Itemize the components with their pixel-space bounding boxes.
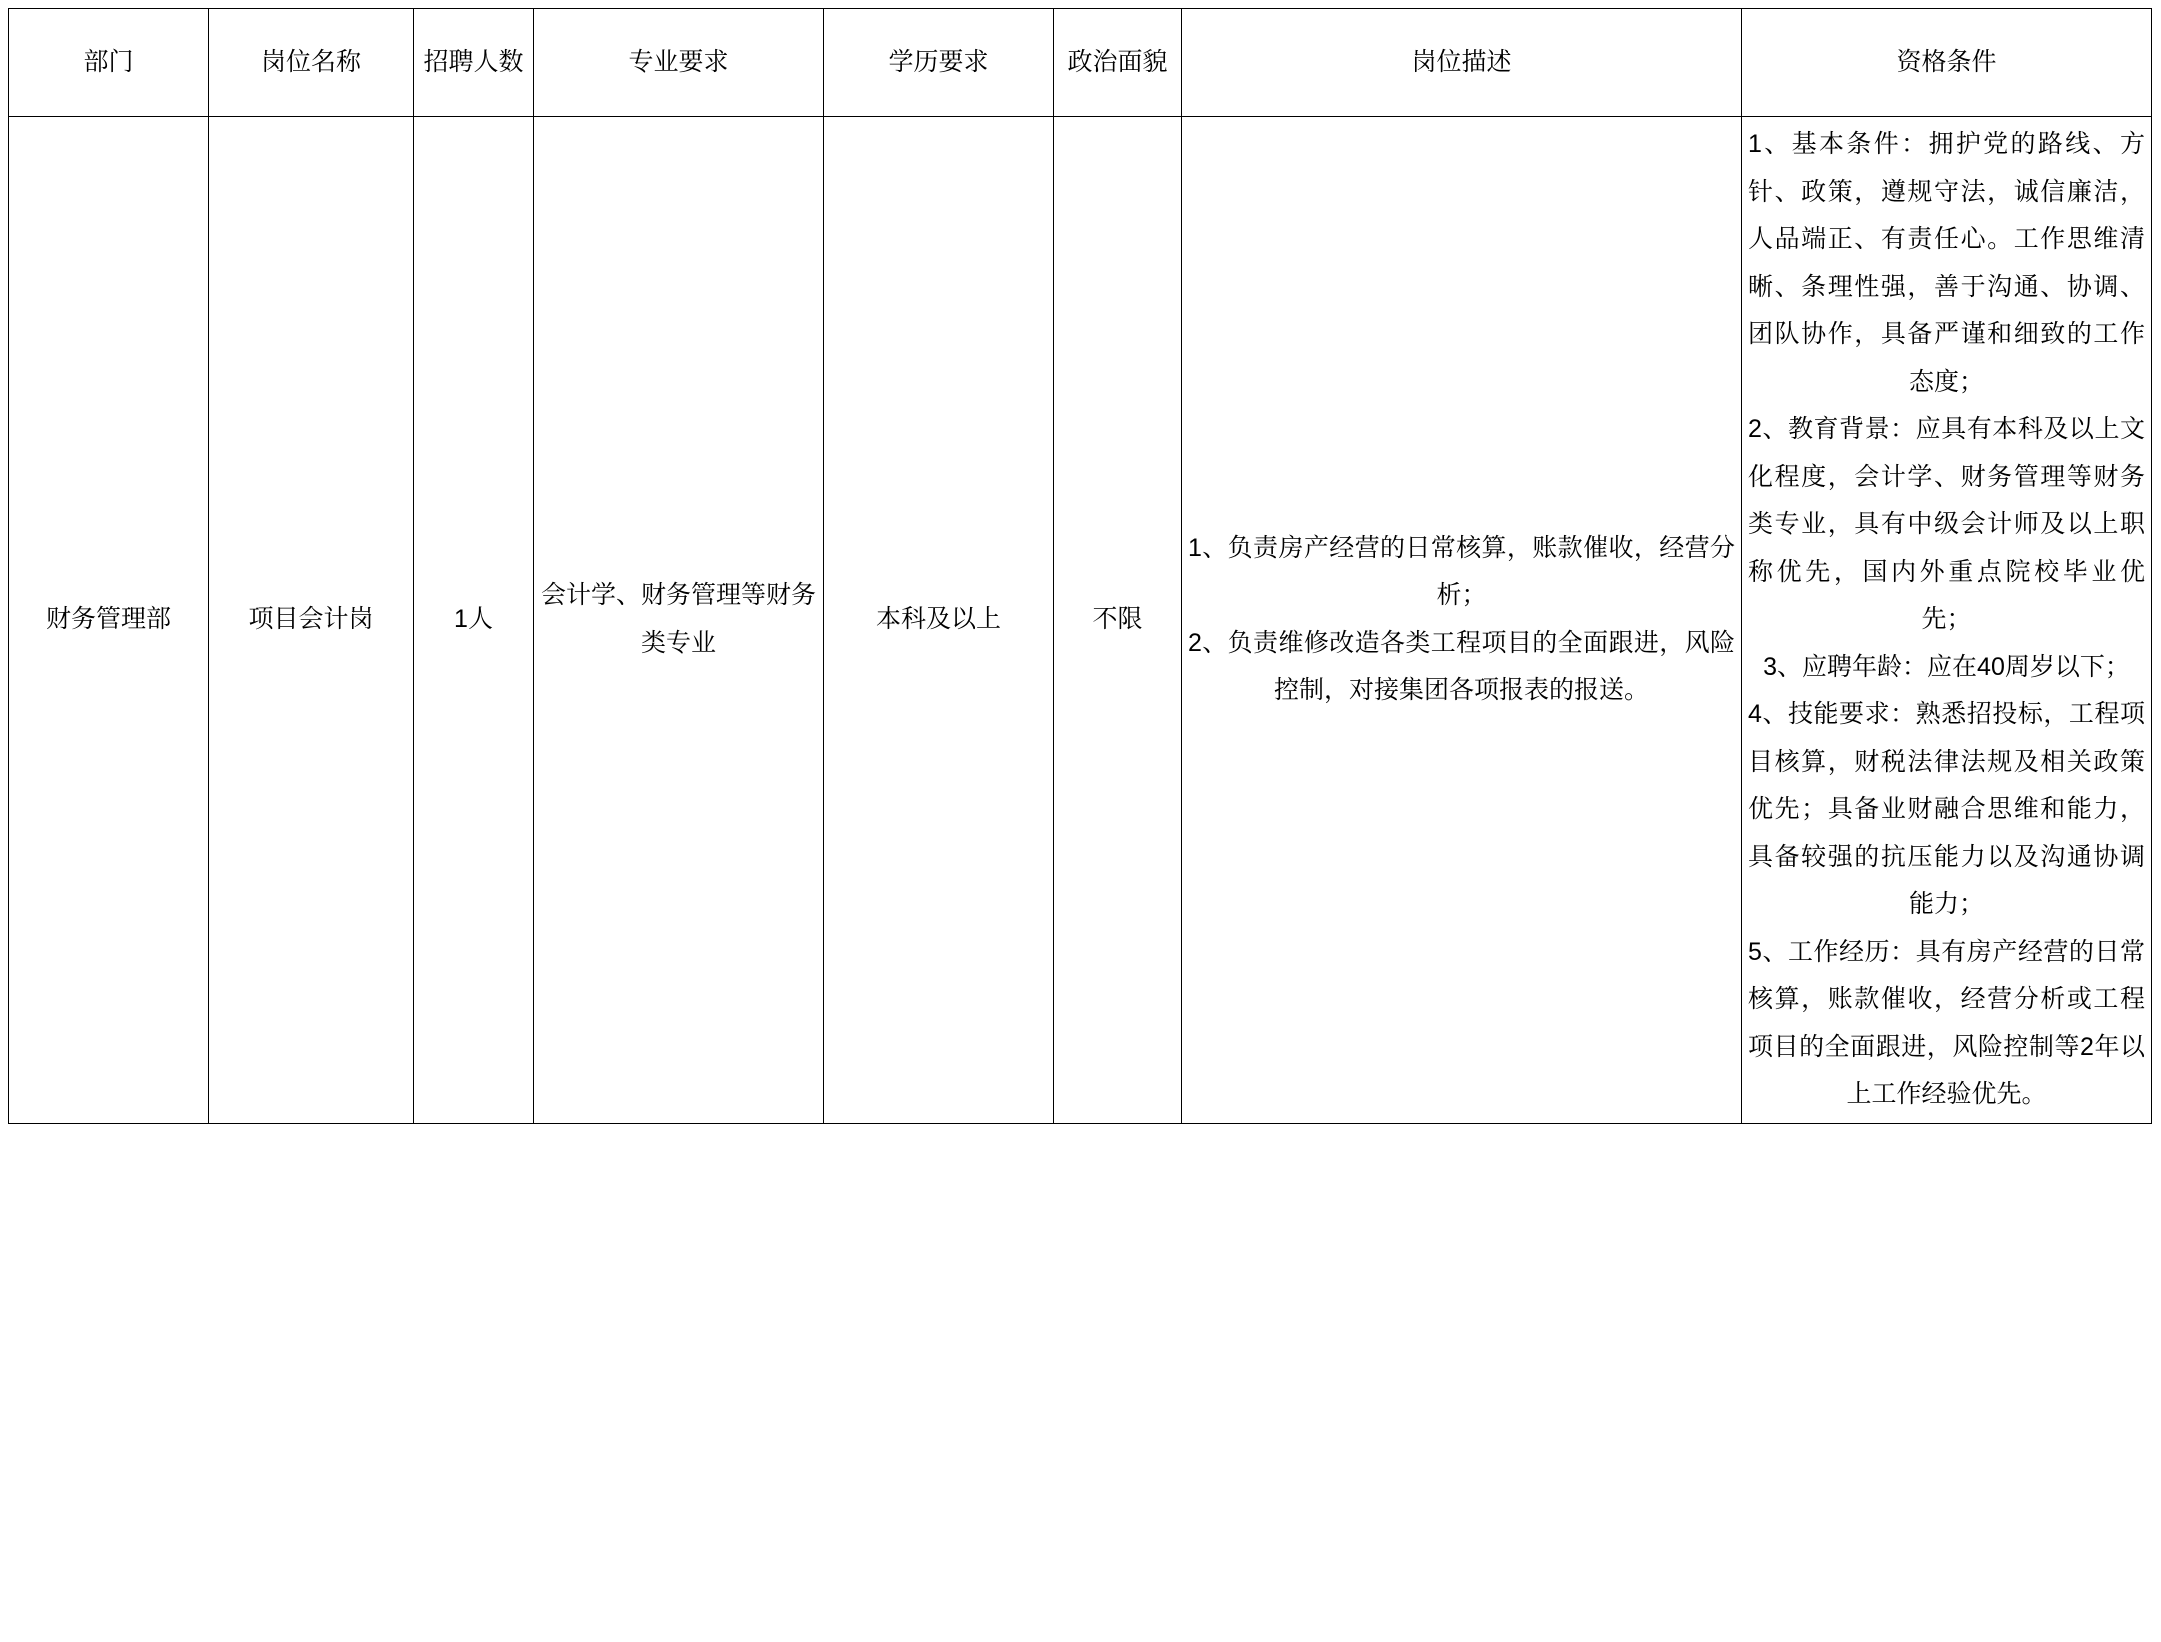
cell-education: 本科及以上 [824, 117, 1054, 1124]
job-description-paragraph: 1、负责房产经营的日常核算，账款催收，经营分析； [1188, 533, 1735, 610]
recruitment-table [8, 8, 2152, 1124]
qualification-paragraph: 1、基本条件：拥护党的路线、方针、政策，遵规守法，诚信廉洁，人品端正、有责任心。工作思维清晰、条理性强，善于沟通、协调、团队协作，具备严谨和细致的工作态度； [1748, 130, 2145, 396]
cell-major: 会计学、财务管理等财务类专业 [534, 117, 824, 1124]
column-header-qualification: 资格条件 [1742, 9, 2152, 117]
cell-qualification [1742, 117, 2152, 1124]
column-header-headcount: 招聘人数 [414, 9, 534, 117]
cell-department: 财务管理部 [9, 117, 209, 1124]
job-description-paragraph: 2、负责维修改造各类工程项目的全面跟进，风险控制，对接集团各项报表的报送。 [1188, 628, 1735, 705]
qualification-paragraph: 5、工作经历：具有房产经营的日常核算，账款催收，经营分析或工程项目的全面跟进，风险控制等2年以上工作经验优先。 [1748, 937, 2145, 1108]
cell-position: 项目会计岗 [209, 117, 414, 1124]
table-body [9, 117, 2152, 1124]
column-header-political-status: 政治面貌 [1054, 9, 1182, 117]
qualification-paragraph: 3、应聘年龄：应在40周岁以下； [1763, 652, 2130, 681]
column-header-major: 专业要求 [534, 9, 824, 117]
column-header-department: 部门 [9, 9, 209, 117]
column-header-position: 岗位名称 [209, 9, 414, 117]
qualification-paragraph: 4、技能要求：熟悉招投标，工程项目核算，财税法律法规及相关政策优先；具备业财融合思维和能力，具备较强的抗压能力以及沟通协调能力； [1748, 700, 2145, 918]
column-header-education: 学历要求 [824, 9, 1054, 117]
table-row-header [9, 9, 2152, 117]
qualification-paragraph: 2、教育背景：应具有本科及以上文化程度，会计学、财务管理等财务类专业，具有中级会计师及以上职称优先，国内外重点院校毕业优先； [1748, 415, 2145, 633]
cell-headcount: 1人 [414, 117, 534, 1124]
cell-political-status: 不限 [1054, 117, 1182, 1124]
cell-job-description [1182, 117, 1742, 1124]
table-header-row [9, 9, 2152, 117]
table-row [9, 117, 2152, 1124]
column-header-job-description: 岗位描述 [1182, 9, 1742, 117]
